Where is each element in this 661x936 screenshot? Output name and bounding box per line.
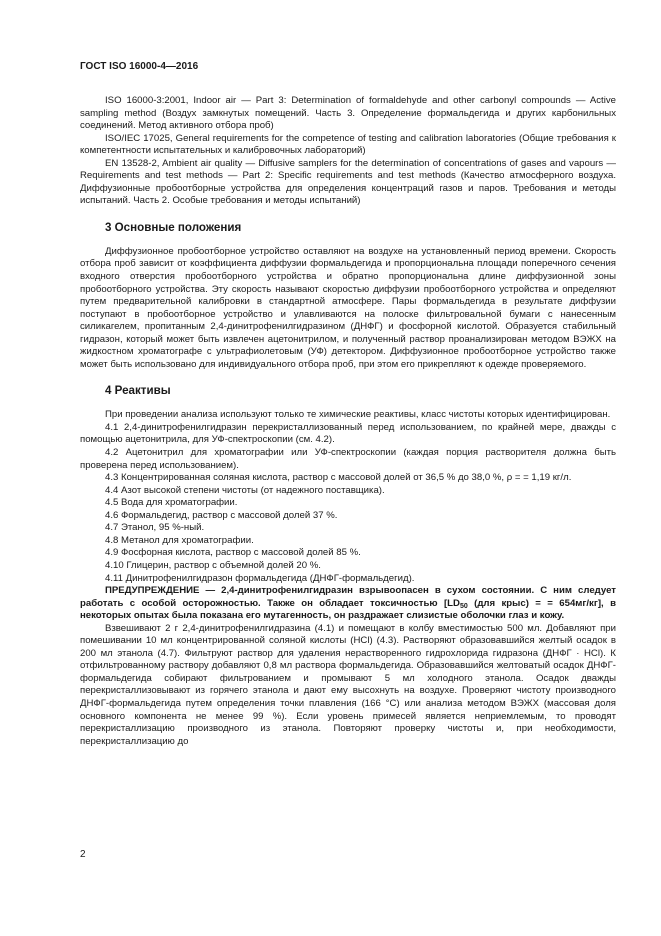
reagent-item: 4.8 Метанол для хроматографии. [105, 534, 254, 546]
reagent-item: 4.4 Азот высокой степени чистоты (от надежного поставщика). [105, 484, 385, 496]
warning-subscript: 50 [459, 602, 468, 610]
reagent-item: 4.11 Динитрофенилгидразон формальдегида (ДНФГ-формальдегид). [105, 572, 415, 584]
warning-text: (для крыс) = = 654мг/кг], в некоторых опытах была показана его мутагенность, он раздражает слизистые оболочки глаз и кожу. [80, 597, 616, 622]
reagent-item: 4.6 Формальдегид, раствор с массовой долей 37 %. [105, 509, 338, 521]
section-paragraph: При проведении анализа используют только те химические реактивы, класс чистоты которых идентифицирован. [105, 409, 611, 421]
reagent-item: 4.10 Глицерин, раствор с объемной долей 20 %. [105, 559, 321, 571]
reagent-item: 4.2 Ацетонитрил для хроматографии или УФ-спектроскопии (каждая порция растворителя должна быть проверена перед использованием). [80, 447, 616, 471]
section-heading: 4 Реактивы [105, 384, 171, 398]
running-header: ГОСТ ISO 16000-4—2016 [80, 61, 199, 72]
page-number: 2 [80, 849, 86, 860]
page-body [80, 95, 616, 748]
reference-item: ISO 16000-3:2001, Indoor air — Part 3: Determination of formaldehyde and other carbonyl compounds — Active sampling method (Воздух замкнутых помещений. Часть 3. Определение формальдегида и других карбонильных соединений. Метод активного отбора проб) [80, 95, 616, 132]
warning-text: ПРЕДУПРЕЖДЕНИЕ — 2,4-динитрофенилгидразин взрывоопасен в сухом состоянии. С ним следует работать с особой осторожностью. Также он обладает токсичностью [LD [80, 585, 616, 609]
procedure-paragraph: Взвешивают 2 г 2,4-динитрофенилгидразина (4.1) и помещают в колбу вместимостью 500 мл. Добавляют при помешивании 10 мл концентрированной соляной кислоты (HCl) (4.3). Растворяют образовавшийся желтый осадок в 200 мл этанола (4.7). Фильтруют раствор для удаления нерастворенного гидрохлорида гидразона (ДНФГ · HCl). К отфильтрованному раствору добавляют 0,8 мл раствора формальдегида. Образовавшийся желтоватый осадок ДНФГ-формальдегида собирают фильтрованием и промывают 5 мл холодного этанола. Осадок дважды перекристаллизовывают из горячего этанола и дают ему высохнуть на воздухе. Проверяют чистоту производного ДНФГ-формальдегида путем определения точки плавления (166 °С) или анализа методом ВЭЖХ (массовая доля основного компонента не менее 99 %). Если уровень примесей является неприемлемым, то проводят перекристаллизацию производного из этанола. Повторяют проверку чистоты и, при необходимости, перекристаллизацию до [80, 622, 616, 747]
reagent-item: 4.9 Фосфорная кислота, раствор с массовой долей 85 %. [105, 547, 361, 559]
reagent-item: 4.7 Этанол, 95 %-ный. [105, 522, 205, 534]
reagent-item: 4.3 Концентрированная соляная кислота, раствор с массовой долей от 36,5 % до 38,0 %, ρ = = 1,19 кг/л. [105, 472, 572, 484]
reagent-item: 4.1 2,4-динитрофенилгидразин перекристаллизованный перед использованием, по крайней мере, дважды с помощью ацетонитрила, для УФ-спектроскопии (см. 4.2). [80, 421, 616, 446]
reference-item: ISO/IEC 17025, General requirements for the competence of testing and calibration laboratories (Общие требования к компетентности испытательных и калибровочных лабораторий) [80, 132, 616, 157]
section-paragraph: Диффузионное пробоотборное устройство оставляют на воздухе на установленный период времени. Скорость отбора проб зависит от коэффициента диффузии формальдегида и пропорциональна площади поперечного сечения входного отверстия пробоотборного устройства и обратно пропорциональна длине диффузионной зоны пробоотборного устройства. Эту скорость называют скоростью диффузии пробоотборного устройства и определяют путем предварительной калибровки в стандартной атмосфере. Пары формальдегида в результате диффузии поступают в пробоотборное устройство и улавливаются на полоске фильтровальной бумаги с нанесенным силикагелем, пропитанным 2,4-динитрофенилгидразином (ДНФГ) и фосфорной кислотой. Образуется стабильный гидразон, который может быть извлечен ацетонитрилом, и полученный раствор проанализирован методом ВЭЖХ на жидкостном хроматографе с ультрафиолетовым (УФ) детектором. Диффузионное пробоотборное устройство также может быть использовано для индивидуального отбора проб, при этом его прикрепляют к одежде проверяемого. [80, 245, 616, 370]
reagent-item: 4.5 Вода для хроматографии. [105, 497, 238, 509]
warning-paragraph [80, 585, 616, 623]
reference-item: EN 13528-2, Ambient air quality — Diffusive samplers for the determination of concentrations of gases and vapours — Requirements and test methods — Part 2: Specific requirements and test methods (Качество атмосферного воздуха. Диффузионные пробоотборные устройства для определения концентраций газов и паров. Требования и методы испытаний. Часть 2. Особые требования и методы испытаний) [80, 157, 616, 207]
section-heading: 3 Основные положения [105, 220, 242, 234]
